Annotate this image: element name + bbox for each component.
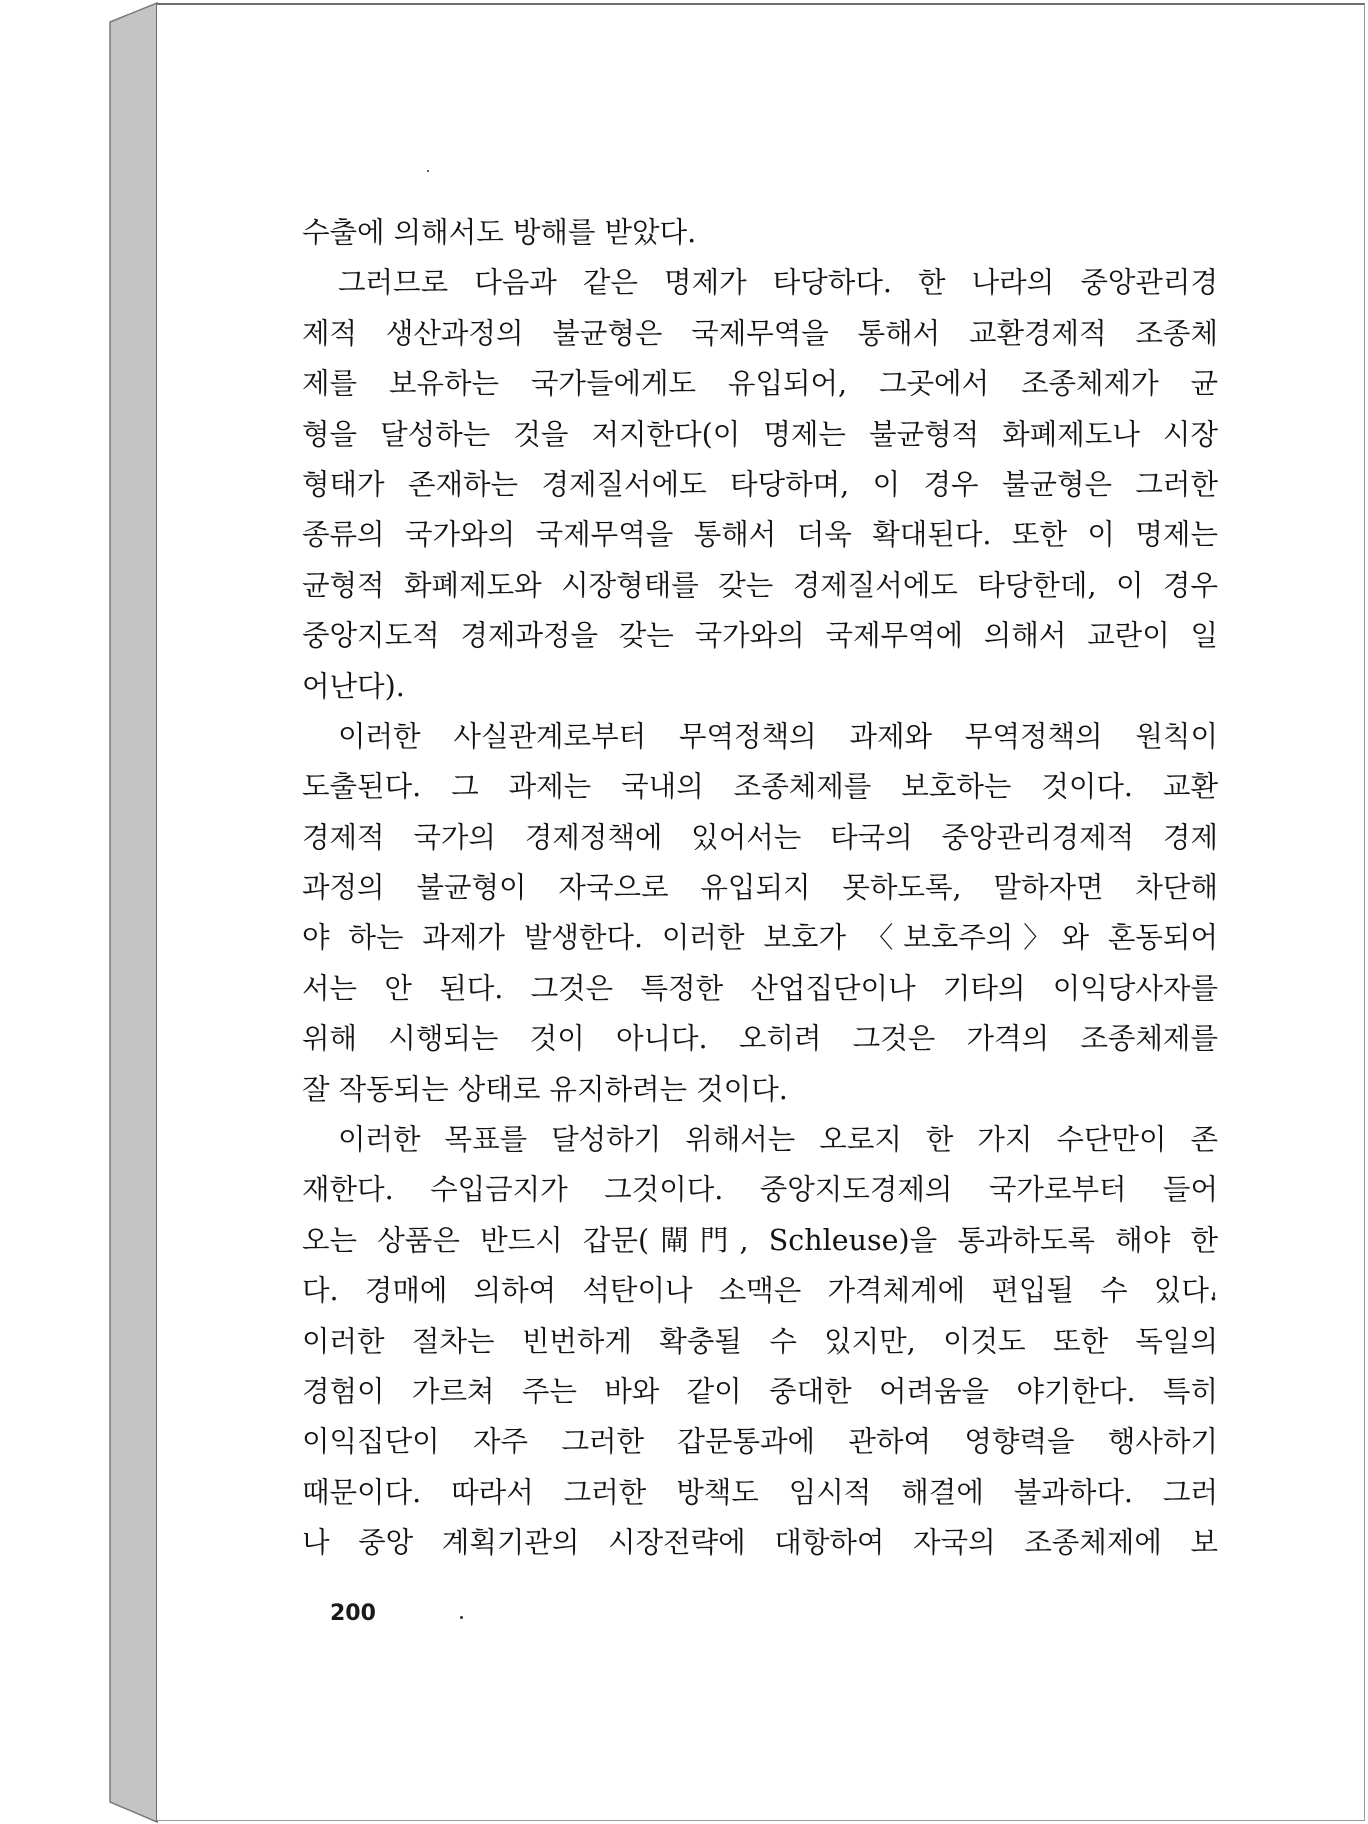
text-line: 오는 상품은 반드시 갑문(閘門, Schleuse)을 통과하도록 해야 한 [302, 1223, 1218, 1257]
text-line: 어난다). [302, 669, 405, 703]
text-line: 서는 안 된다. 그것은 특정한 산업집단이나 기타의 이익당사자를 [302, 971, 1218, 1005]
scan-speck [460, 1616, 463, 1619]
text-line: 과정의 불균형이 자국으로 유입되지 못하도록, 말하자면 차단해 [302, 871, 1218, 905]
page-body-text [302, 208, 1218, 1569]
text-line: 이러한 절차는 빈번하게 확충될 수 있지만, 이것도 또한 독일의 [302, 1324, 1218, 1358]
text-line: 이러한 사실관계로부터 무역정책의 과제와 무역정책의 원칙이 [338, 719, 1218, 753]
text-line: 재한다. 수입금지가 그것이다. 중앙지도경제의 국가로부터 들어 [302, 1173, 1218, 1207]
text-line: 종류의 국가와의 국제무역을 통해서 더욱 확대된다. 또한 이 명제는 [302, 518, 1218, 552]
text-line: 형태가 존재하는 경제질서에도 타당하며, 이 경우 불균형은 그러한 [302, 467, 1218, 501]
text-line: 잘 작동되는 상태로 유지하려는 것이다. [302, 1072, 788, 1106]
text-line: 이익집단이 자주 그러한 갑문통과에 관하여 영향력을 행사하기 [302, 1425, 1218, 1459]
text-line: 제를 보유하는 국가들에게도 유입되어, 그곳에서 조종체제가 균 [302, 367, 1218, 401]
text-line: 다. 경매에 의하여 석탄이나 소맥은 가격체계에 편입될 수 있다. [302, 1274, 1218, 1308]
page-number: 200 [330, 1601, 376, 1626]
text-line: 위해 시행되는 것이 아니다. 오히려 그것은 가격의 조종체제를 [302, 1022, 1218, 1056]
text-line: 중앙지도적 경제과정을 갖는 국가와의 국제무역에 의해서 교란이 일 [302, 619, 1218, 653]
text-line: 야 하는 과제가 발생한다. 이러한 보호가 〈보호주의〉와 혼동되어 [302, 921, 1218, 955]
text-line: 그러므로 다음과 같은 명제가 타당하다. 한 나라의 중앙관리경 [338, 266, 1218, 300]
text-line: 나 중앙 계획기관의 시장전략에 대항하여 자국의 조종체제에 보 [302, 1526, 1218, 1560]
text-line: 때문이다. 따라서 그러한 방책도 임시적 해결에 불과하다. 그러 [302, 1475, 1218, 1509]
text-line: 제적 생산과정의 불균형은 국제무역을 통해서 교환경제적 조종체 [302, 316, 1218, 350]
scan-speck [427, 170, 429, 172]
text-line: 경험이 가르쳐 주는 바와 같이 중대한 어려움을 야기한다. 특히 [302, 1374, 1218, 1408]
text-line: 도출된다. 그 과제는 국내의 조종체제를 보호하는 것이다. 교환 [302, 770, 1218, 804]
text-line: 형을 달성하는 것을 저지한다(이 명제는 불균형적 화폐제도나 시장 [302, 417, 1218, 451]
text-line: 이러한 목표를 달성하기 위해서는 오로지 한 가지 수단만이 존 [338, 1123, 1218, 1157]
text-line: 경제적 국가의 경제정책에 있어서는 타국의 중앙관리경제적 경제 [302, 820, 1218, 854]
text-line: 균형적 화폐제도와 시장형태를 갖는 경제질서에도 타당한데, 이 경우 [302, 568, 1218, 602]
text-line: 수출에 의해서도 방해를 받았다. [302, 216, 697, 249]
